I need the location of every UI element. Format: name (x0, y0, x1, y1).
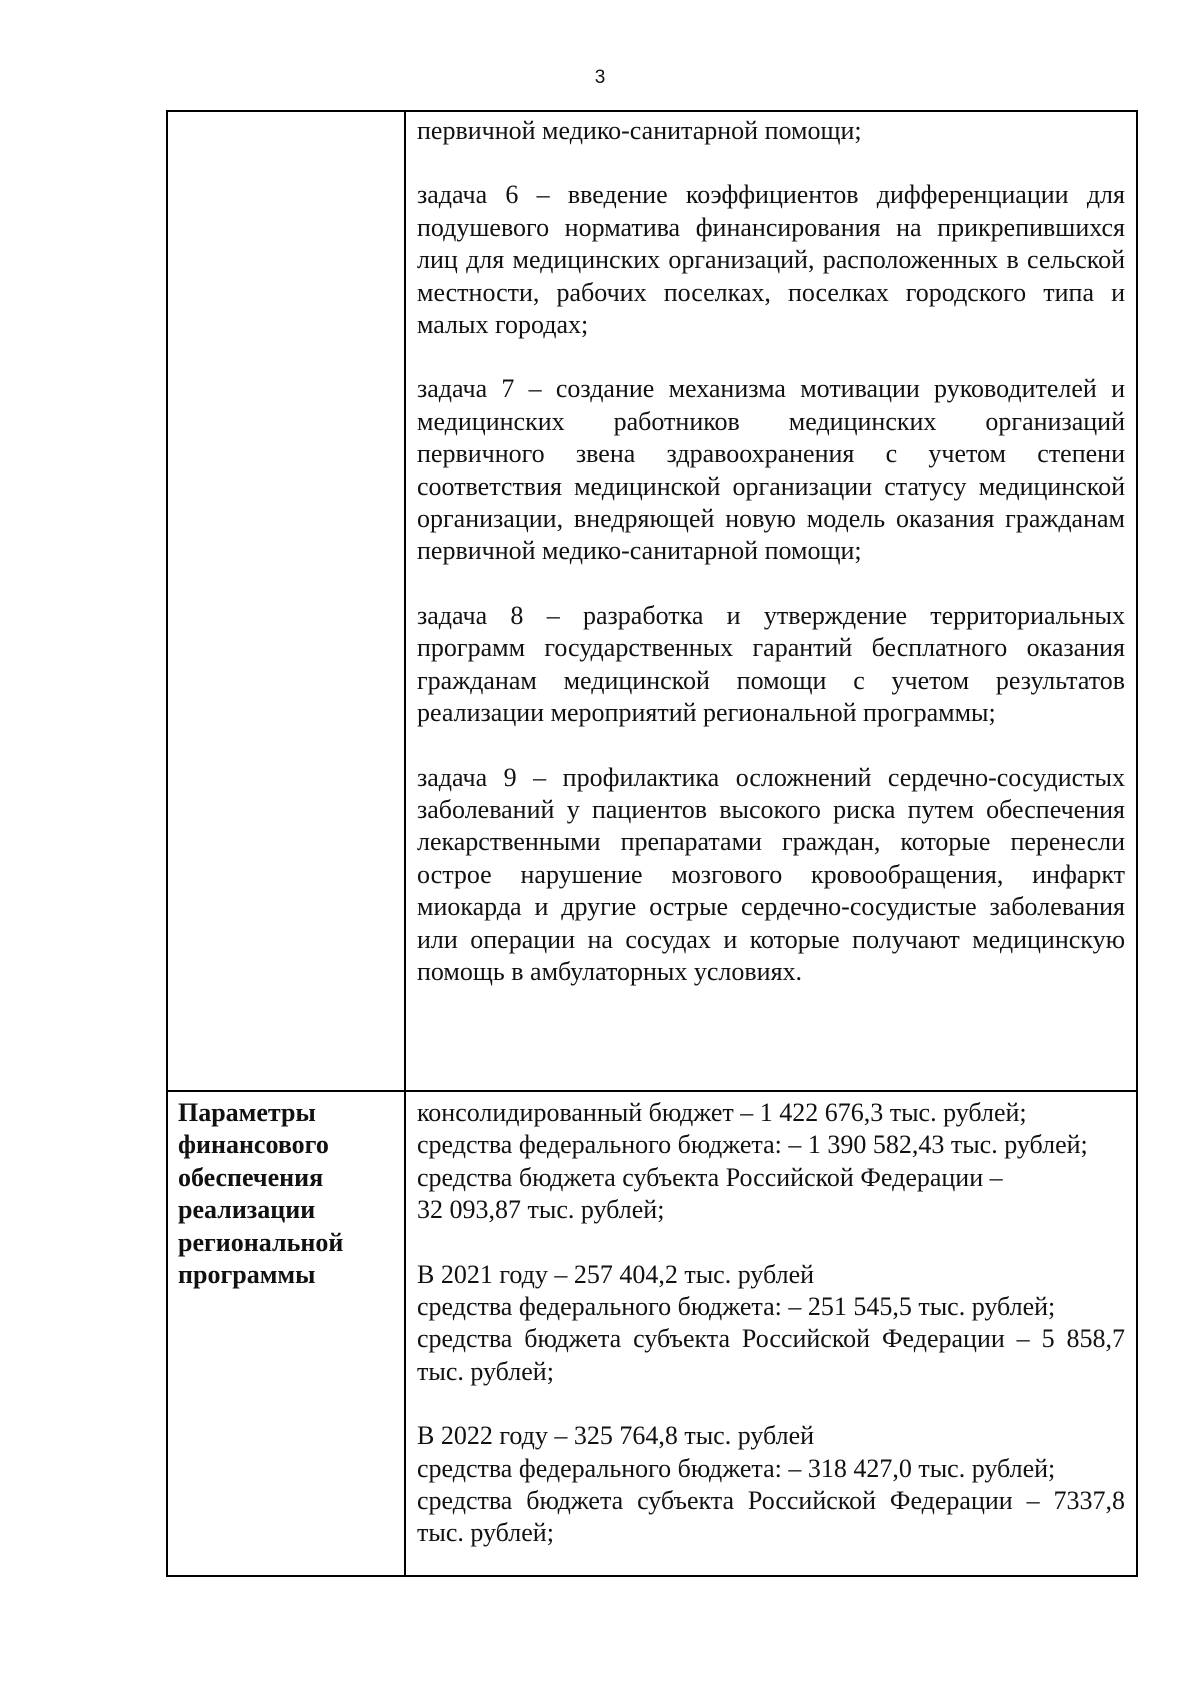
financing-2021-block (417, 1259, 1125, 1389)
label-line: реализации (178, 1195, 316, 1225)
financing-values-cell (417, 1097, 1125, 1550)
label-line: региональной (178, 1227, 344, 1257)
regional-budget-total-label: средства бюджета субъекта Российской Федерации – (417, 1162, 1003, 1192)
page-number: 3 (594, 67, 606, 88)
spacer (417, 1388, 1125, 1420)
tasks-cell (417, 115, 1125, 988)
financing-2022-block (417, 1420, 1125, 1550)
year-2022-regional: средства бюджета субъекта Российской Федерации – 7337,8 тыс. рублей; (417, 1486, 1125, 1548)
spacer (417, 1227, 1125, 1259)
task-5-ending: первичной медико-санитарной помощи; (417, 116, 862, 145)
label-line: Параметры (178, 1098, 316, 1127)
year-2021-regional: средства бюджета субъекта Российской Федерации – 5 858,7 тыс. рублей; (417, 1324, 1125, 1386)
financing-label-cell (178, 1097, 400, 1291)
task-7: задача 7 – создание механизма мотивации руководителей и медицинских работников медицинских организаций первичного звена здравоохранения с учетом степени соответствия медицинской организации статусу медицинской организации, внедряющей новую модель оказания гражданам первичной медико-санитарной помощи; (417, 374, 1125, 566)
regional-budget-total-value: 32 093,87 тыс. рублей; (417, 1195, 665, 1225)
year-2022-total: В 2022 году – 325 764,8 тыс. рублей (417, 1421, 815, 1451)
federal-budget-total: средства федерального бюджета: – 1 390 582,43 тыс. рублей; (417, 1130, 1088, 1160)
financing-total-block (417, 1097, 1125, 1227)
year-2021-federal: средства федерального бюджета: – 251 545,5 тыс. рублей; (417, 1292, 1056, 1322)
year-2022-federal: средства федерального бюджета: – 318 427,0 тыс. рублей; (417, 1453, 1056, 1483)
row-divider (168, 1090, 1136, 1092)
task-6: задача 6 – введение коэффициентов дифференциации для подушевого норматива финансирования на прикрепившихся лиц для медицинских организаций, расположенных в сельской местности, рабочих поселках, поселках городского типа и малых городах; (417, 180, 1125, 340)
program-passport-table (166, 110, 1138, 1577)
consolidated-budget: консолидированный бюджет – 1 422 676,3 тыс. рублей; (417, 1098, 1027, 1127)
label-line: программы (178, 1260, 316, 1290)
task-9: задача 9 – профилактика осложнений сердечно-сосудистых заболеваний у пациентов высокого риска путем обеспечения лекарственными препаратами граждан, которые перенесли острое нарушение мозгового кровообращения, инфаркт миокарда и другие острые сердечно-сосудистые заболевания или операции на сосудах и которые получают медицинскую помощь в амбулаторных условиях. (417, 762, 1125, 986)
column-divider (404, 112, 406, 1575)
year-2021-total: В 2021 году – 257 404,2 тыс. рублей (417, 1259, 815, 1289)
label-line: финансового (178, 1130, 329, 1160)
task-8: задача 8 – разработка и утверждение территориальных программ государственных гарантий бесплатного оказания гражданам медицинской помощи с учетом результатов реализации мероприятий региональной программы; (417, 600, 1125, 728)
label-line: обеспечения (178, 1162, 324, 1192)
